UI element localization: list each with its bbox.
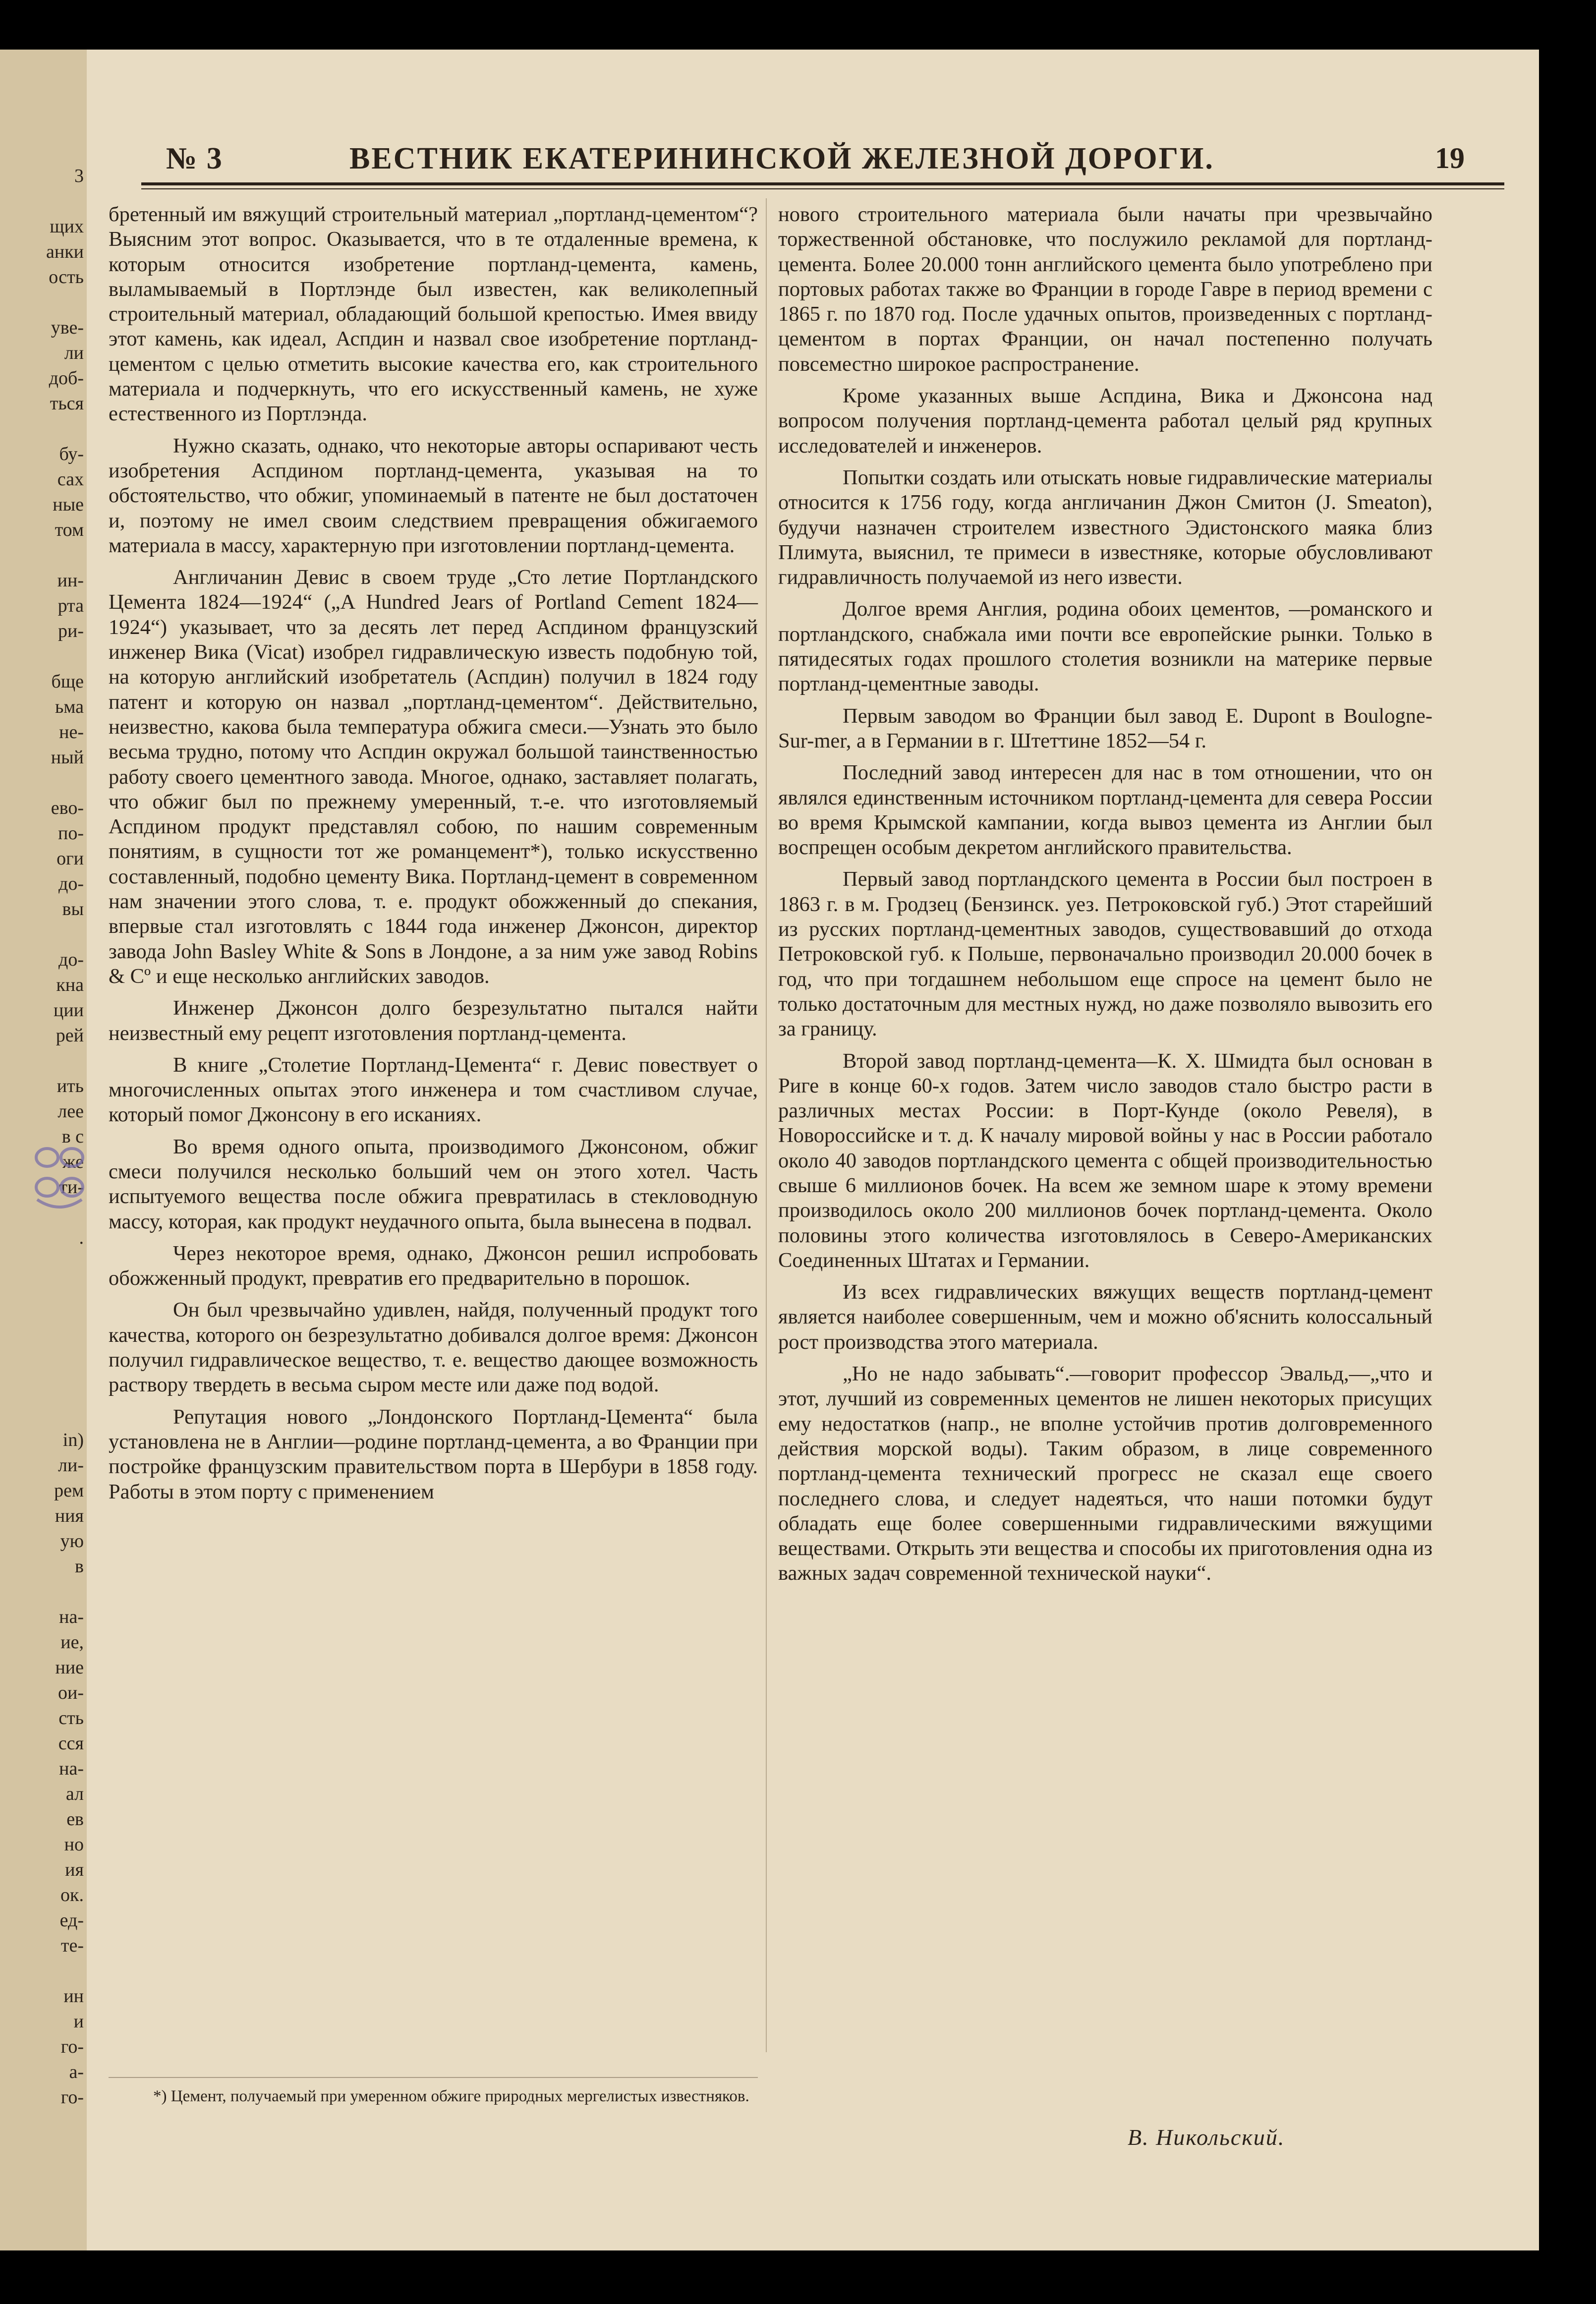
right-column <box>778 202 1432 1593</box>
paragraph: Кроме указанных выше Аспдина, Вика и Джонсона над вопросом получения портланд-цемента работал целый ряд крупных исследователей и инженеров. <box>778 384 1432 458</box>
paragraph: Последний завод интересен для нас в том отношении, что он являлся единственным источником портланд-цемента для севера России во время Крымской кампании, когда вывоз цемента из Англии был воспрещен особым декретом английского правительства. <box>778 761 1432 860</box>
paragraph: В книге „Столетие Портланд-Цемента“ г. Девис повествует о многочисленных опытах этого инженера и том счастливом случае, который помог Джонсону в его исканиях. <box>109 1053 758 1127</box>
paragraph: Долгое время Англия, родина обоих цементов, —романского и портландского, снабжала ими почти все европейские рынки. Только в пятидесятых годах прошлого столетия возникли на материке первые портланд-цементные заводы. <box>778 597 1432 696</box>
page-number: 19 <box>1435 142 1465 174</box>
paragraph: Первый завод портландского цемента в России был построен в 1863 г. в м. Гродзец (Бензинск. уез. Петроковской губ.) Этот старейший из русских портланд-цементных заводов, существовавший до отхода Петроковской губ. к Польше, первоначально производил 20.000 бочек в год, что при тогдашнем небольшом еще спросе на цемент было не только достаточным для местных нужд, но даже позволяло вывозить его за границу. <box>778 867 1432 1041</box>
paragraph: Нужно сказать, однако, что некоторые авторы оспаривают честь изобретения Аспдином портланд-цемента, указывая на то обстоятельство, что обжиг, упоминаемый в патенте не был достаточен и, поэтому не имел своим следствием превращения обжигаемого материала в массу, характерную при изготовлении портланд-цемента. <box>109 434 758 557</box>
footnote-rule <box>109 2077 758 2078</box>
journal-page <box>87 50 1539 2250</box>
paragraph: Он был чрезвычайно удивлен, найдя, полученный продукт того качества, которого он безрезультатно добивался долгое время: Джонсон получил гидравлическое вещество, т. е. вещество дающее возможность раствору твердеть в весьма сыром месте или даже под водой. <box>109 1298 758 1397</box>
header-rule <box>141 182 1504 185</box>
author-signature: В. Никольский. <box>1128 2125 1285 2150</box>
journal-title: ВЕСТНИК ЕКАТЕРИНИНСКОЙ ЖЕЛЕЗНОЙ ДОРОГИ. <box>349 142 1214 175</box>
paragraph: Во время одного опыта, производимого Джонсоном, обжиг смеси получился несколько больший чем он этого хотел. Часть испытуемого вещества после обжига превратилась в стекловодную массу, которая, как продукт неудачного опыта, была вынесена в подвал. <box>109 1135 758 1233</box>
page-header <box>141 141 1514 198</box>
paragraph: „Но не надо забывать“.—говорит профессор Эвальд,—„что и этот, лучший из современных цементов не лишен некоторых присущих ему недостатков (напр., не вполне устойчив против долговременного действия морской воды). Таким образом, в лице современного портланд-цемента технический прогресс не сказал еще своего последнего слова, и следует надеяться, что наши потомки будут обладать еще более совершенными гидравлическими вяжущими веществами. Открыть эти вещества и способы их приготовления одна из важных задач современной технической науки“. <box>778 1362 1432 1585</box>
previous-page-text: 3 щих анки ость уве- ли доб- ться бу- сах ные том ин- рта ри- бще ьма не- ный ево- по- оги до- вы до- кна ции рей ить лее в с же ти- . in) ли- рем ния ую в на- ие, ние ои- сть сся на- ал ев но ия ок. ед- те- ин и го- а- го- <box>46 166 84 2108</box>
paragraph: бретенный им вяжущий строительный материал „портланд-цементом“? Выясним этот вопрос. Оказывается, что в те отдаленные времена, к которым относится изобретение портланд-цемента, камень, выламываемый в Портлэнде был известен, как великолепный строительный материал, обладающий большой крепостью. Имея ввиду этот камень, как идеал, Аспдин и назвал свое изобретение портланд-цементом с целью отметить высокие качества его, как строительного материала и подчеркнуть, что его искусственный камень, не хуже естественного из Портлэнда. <box>109 203 758 426</box>
footnote: *) Цемент, получаемый при умеренном обжиге природных мергелистых известняков. <box>153 2087 749 2105</box>
paragraph: Через некоторое время, однако, Джонсон решил испробовать обожженный продукт, превратив его предварительно в порошок. <box>109 1241 758 1290</box>
paragraph: Из всех гидравлических вяжущих веществ портланд-цемент является наиболее совершенным, чем и можно об'яснить колоссальный рост производства этого материала. <box>778 1280 1432 1354</box>
left-column <box>109 202 758 1511</box>
previous-page-edge <box>0 50 87 2250</box>
issue-number: № 3 <box>166 142 223 175</box>
paragraph: Первым заводом во Франции был завод E. Dupont в Boulogne-Sur-mer, а в Германии в г. Штеттине 1852—54 г. <box>778 704 1432 752</box>
paragraph: Инженер Джонсон долго безрезультатно пытался найти неизвестный ему рецепт изготовления портланд-цемента. <box>109 996 758 1045</box>
paragraph: Второй завод портланд-цемента—К. Х. Шмидта был основан в Риге в конце 60-х годов. Затем число заводов стало быстро расти в различных местах России: в Порт-Кунде (около Ревеля), в Новороссийске и т. д. К началу мировой войны у нас в России работало около 40 заводов портландского цемента с общей производительностью свыше 6 миллионов бочек. На всем же земном шаре к этому времени производилось около 200 миллионов бочек портланд-цемента. Около половины этого количества изготовлялось в Северо-Американских Соединенных Штатах и Германии. <box>778 1049 1432 1272</box>
paragraph: Попытки создать или отыскать новые гидравлические материалы относится к 1756 году, когда англичанин Джон Смитон (J. Smeaton), будучи назначен строителем известного Эдистонского маяка близ Плимута, выяснил, те примеси в известняке, которые обусловливают гидравличность получаемой из него извести. <box>778 465 1432 589</box>
column-divider <box>766 198 767 2052</box>
paragraph: нового строительного материала были начаты при чрезвычайно торжественной обстановке, что послужило рекламой для портланд-цемента. Более 20.000 тонн английского цемента было употреблено при портовых работах также во Франции в городе Гавре в период времени с 1865 г. по 1870 год. После удачных опытов, произведенных с портланд-цементом в портах Франции, он начал постепенно получать повсеместно широкое распространение. <box>778 203 1432 376</box>
paragraph: Англичанин Девис в своем труде „Сто летие Портландского Цемента 1824—1924“ („A Hundred Jears of Portland Cement 1824—1924“) указывает, что за десять лет перед Аспдином французский инженер Вика (Vicat) изобрел гидравлическую известь подобную той, на которую английский изобретатель (Аспдин) получил в 1824 году патент и которую он назвал „портланд-цементом“. Действительно, неизвестно, какова была температура обжига смеси.—Узнать это было весьма трудно, потому что Аспдин окружал большой таинственностью работу своего цементного завода. Многое, однако, заставляет полагать, что обжиг был по прежнему умеренный, т.-е. что изготовляемый Аспдином продукт представлял собою, по нашим современным понятиям, в сущности тот же романцемент*), только искусственно составленный, подобно цементу Вика. Портланд-цемент в современном нам значении этого слова, т. е. продукт обожженный до спекания, впервые стал изготовлять с 1844 года инженер Джонсон, директор завода John Basley White & Sons в Лондоне, а за ним уже завод Robins & Cº и еще несколько английских заводов. <box>109 566 758 988</box>
paragraph: Репутация нового „Лондонского Портланд-Цемента“ была установлена не в Англии—родине портланд-цемента, а во Франции при постройке французским правительством порта в Шербури в 1858 году. Работы в этом порту с применением <box>109 1405 758 1503</box>
header-rule-thin <box>141 188 1504 189</box>
ink-stamp-icon <box>27 1140 92 1214</box>
